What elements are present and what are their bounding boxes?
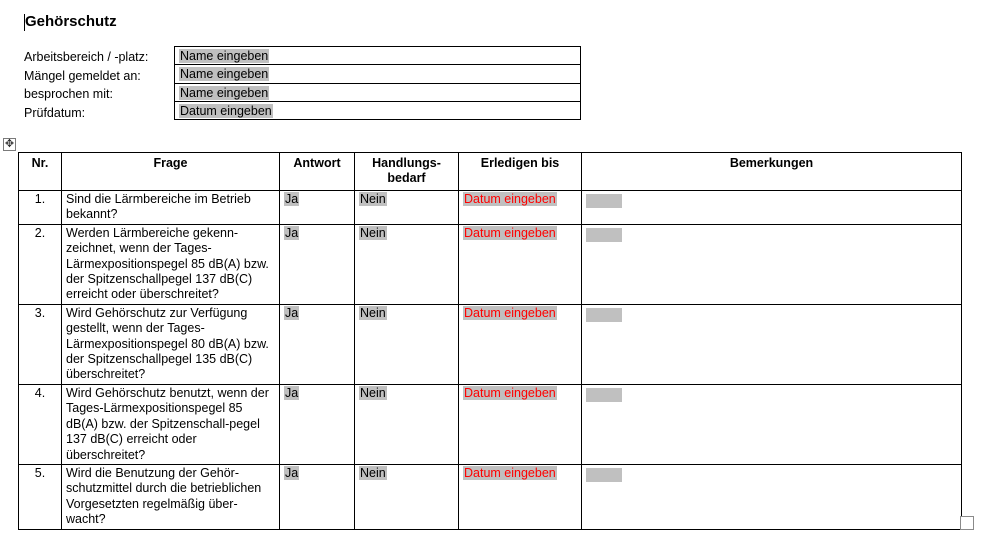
table-row: [19, 464, 962, 529]
action-needed-cell[interactable]: [355, 464, 459, 529]
remarks-cell[interactable]: [582, 464, 962, 529]
remarks-field[interactable]: [586, 388, 622, 402]
meta-label-maengel: Mängel gemeldet an:: [24, 68, 141, 83]
header-bemerkungen: Bemerkungen: [582, 153, 962, 191]
meta-field-arbeitsbereich[interactable]: [175, 47, 580, 65]
row-number: 4.: [19, 384, 62, 464]
meta-labels: [24, 48, 174, 122]
remarks-field[interactable]: [586, 308, 622, 322]
action-needed-cell[interactable]: [355, 191, 459, 225]
meta-field-besprochen[interactable]: [175, 84, 580, 102]
due-date-picker[interactable]: Datum eingeben: [464, 305, 556, 320]
due-date-picker[interactable]: Datum eingeben: [464, 385, 556, 400]
header-handlungsbedarf-line2: bedarf: [387, 171, 426, 186]
due-date-picker[interactable]: Datum eingeben: [464, 465, 556, 480]
table-header-row: [19, 153, 962, 191]
action-needed-cell[interactable]: [355, 224, 459, 304]
page-title: Gehörschutz: [25, 13, 117, 30]
name-placeholder[interactable]: Name eingeben: [180, 49, 269, 63]
answer-cell[interactable]: [280, 464, 355, 529]
table-move-handle[interactable]: [3, 138, 16, 151]
answer-dropdown[interactable]: Ja: [285, 385, 299, 400]
remarks-cell[interactable]: [582, 384, 962, 464]
action-needed-cell[interactable]: [355, 384, 459, 464]
remarks-cell[interactable]: [582, 304, 962, 384]
answer-dropdown[interactable]: Ja: [285, 465, 299, 480]
action-needed-dropdown[interactable]: Nein: [360, 385, 386, 400]
remarks-field[interactable]: [586, 228, 622, 242]
header-erledigen: Erledigen bis: [459, 153, 582, 191]
date-placeholder[interactable]: Datum eingeben: [180, 103, 272, 118]
row-question: Werden Lärmbereiche gekenn-zeichnet, wenn der Tages-Lärmexpositionspegel 85 dB(A) bzw. der Spitzenschallpegel 137 dB(C) erreicht oder überschreitet?: [62, 224, 280, 304]
answer-cell[interactable]: [280, 384, 355, 464]
meta-label-arbeitsbereich: Arbeitsbereich / -platz:: [24, 50, 149, 64]
table-row: [19, 191, 962, 225]
answer-dropdown[interactable]: Ja: [285, 305, 299, 320]
due-date-picker[interactable]: Datum eingeben: [464, 192, 556, 206]
row-number: 5.: [19, 464, 62, 529]
meta-fields: [174, 46, 581, 120]
answer-dropdown[interactable]: Ja: [285, 225, 299, 240]
remarks-field[interactable]: [586, 194, 622, 208]
action-needed-dropdown[interactable]: Nein: [360, 465, 386, 480]
header-nr: Nr.: [19, 153, 62, 191]
table-resize-handle[interactable]: [960, 516, 974, 530]
header-handlungsbedarf-line1: Handlungs-: [372, 156, 441, 170]
move-icon: ✥: [4, 138, 15, 150]
answer-cell[interactable]: [280, 191, 355, 225]
answer-dropdown[interactable]: Ja: [285, 192, 299, 206]
remarks-cell[interactable]: [582, 224, 962, 304]
answer-cell[interactable]: [280, 304, 355, 384]
name-placeholder[interactable]: Name eingeben: [180, 85, 269, 100]
due-date-cell[interactable]: [459, 224, 582, 304]
meta-field-maengel[interactable]: [175, 65, 580, 83]
row-question: Wird Gehörschutz benutzt, wenn der Tages-Lärmexpositionspegel 85 dB(A) bzw. der Spitzenschall-pegel 137 dB(C) erreicht oder überschreitet?: [62, 384, 280, 464]
due-date-cell[interactable]: [459, 304, 582, 384]
meta-label-pruefdatum: Prüfdatum:: [24, 105, 86, 120]
row-number: 2.: [19, 224, 62, 304]
due-date-cell[interactable]: [459, 464, 582, 529]
row-question: Wird Gehörschutz zur Verfügung gestellt, wenn der Tages-Lärmexpositionspegel 80 dB(A) bzw. der Spitzenschallpegel 135 dB(C) überschreitet?: [62, 304, 280, 384]
header-frage: Frage: [62, 153, 280, 191]
table-row: [19, 304, 962, 384]
action-needed-dropdown[interactable]: Nein: [360, 305, 386, 320]
header-antwort: Antwort: [280, 153, 355, 191]
row-number: 3.: [19, 304, 62, 384]
due-date-picker[interactable]: Datum eingeben: [464, 225, 556, 240]
remarks-cell[interactable]: [582, 191, 962, 225]
checklist-table: [18, 152, 962, 530]
row-question: Sind die Lärmbereiche im Betrieb bekannt?: [62, 191, 280, 225]
table-row: [19, 384, 962, 464]
table-row: [19, 224, 962, 304]
header-handlungsbedarf: [355, 153, 459, 191]
meta-label-besprochen: besprochen mit:: [24, 87, 113, 101]
name-placeholder[interactable]: Name eingeben: [180, 67, 269, 82]
remarks-field[interactable]: [586, 468, 622, 482]
row-question: Wird die Benutzung der Gehör-schutzmittel durch die betrieblichen Vorgesetzten regelmäßig über-wacht?: [62, 464, 280, 529]
due-date-cell[interactable]: [459, 191, 582, 225]
answer-cell[interactable]: [280, 224, 355, 304]
due-date-cell[interactable]: [459, 384, 582, 464]
action-needed-dropdown[interactable]: Nein: [360, 192, 386, 206]
action-needed-cell[interactable]: [355, 304, 459, 384]
row-number: 1.: [19, 191, 62, 225]
action-needed-dropdown[interactable]: Nein: [360, 225, 386, 240]
meta-field-pruefdatum[interactable]: [175, 102, 580, 120]
